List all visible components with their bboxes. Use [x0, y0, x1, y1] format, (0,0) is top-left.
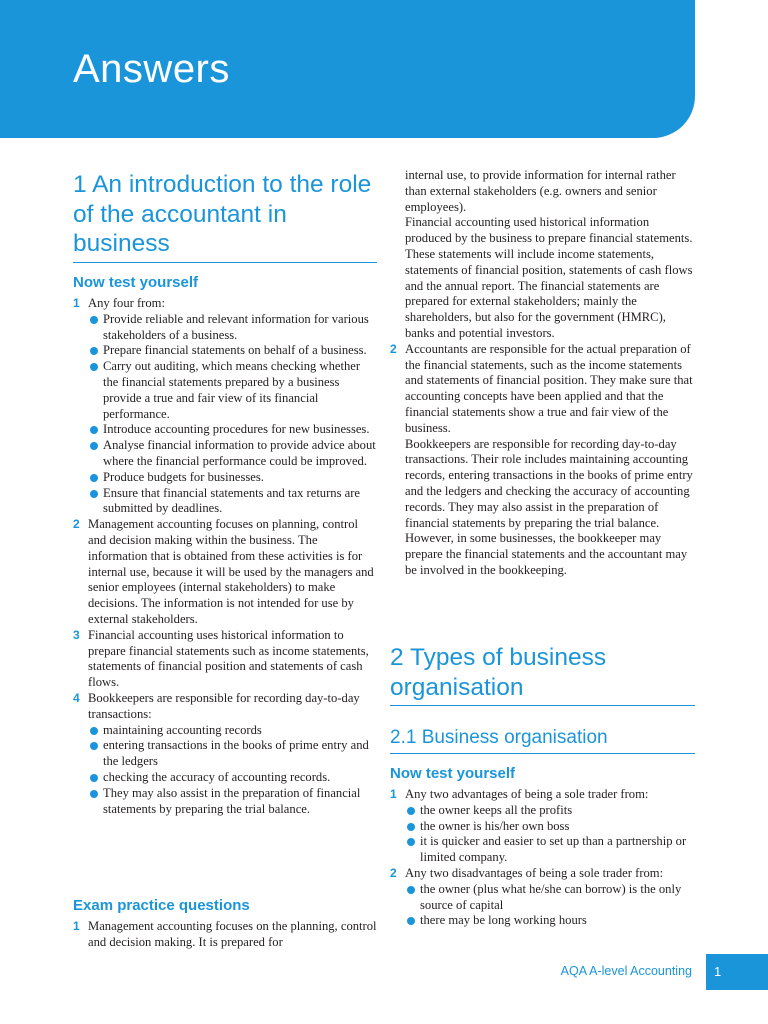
section-2-1-title: 2.1 Business organisation — [390, 726, 695, 754]
bullet-list — [405, 882, 695, 929]
bullet-item: Provide reliable and relevant information for various stakeholders of a business. — [88, 312, 377, 344]
bullet-item: Carry out auditing, which means checking whether the financial statements prepared by a business provide a true and fair view of its financial performance. — [88, 359, 377, 422]
bullet-list — [88, 723, 377, 818]
exam-practice-heading: Exam practice questions — [73, 897, 250, 914]
page-title: Answers — [73, 47, 230, 91]
answer-text: Financial accounting uses historical information to prepare financial statements such as income statements, statements of financial position and statements of cash flows. — [88, 627, 369, 690]
bullet-item: entering transactions in the books of prime entry and the ledgers — [88, 738, 377, 770]
answer-number: 2 — [390, 341, 397, 356]
answer-number: 1 — [390, 787, 397, 801]
exam-answer-1 — [73, 919, 377, 951]
answer-number: 4 — [73, 690, 80, 705]
bullet-item: the owner (plus what he/she can borrow) is the only source of capital — [405, 882, 695, 914]
now-test-yourself-list — [73, 296, 377, 817]
answer-number: 1 — [73, 296, 80, 310]
answer-text: Financial accounting used historical information produced by the business to prepare financial statements. These statements will include income statements, statements of financial position, statements of cash flows and the annual report. The financial statements are prepared for external stakeholders; mainly the shareholders, but also for the government (HMRC), banks and potential investors. — [405, 215, 693, 340]
section-2-title: 2 Types of business organisation — [390, 643, 695, 706]
bullet-item: it is quicker and easier to set up than a partnership or limited company. — [405, 834, 695, 866]
now-test-yourself-heading: Now test yourself — [73, 274, 199, 291]
answer-number: 3 — [73, 627, 80, 642]
answer-number: 2 — [390, 865, 397, 880]
answer-item-2 — [390, 866, 695, 929]
section-1-title: 1 An introduction to the role of the accountant in business — [73, 170, 377, 263]
bullet-list — [405, 803, 695, 866]
bullet-item: Introduce accounting procedures for new businesses. — [88, 422, 377, 438]
bullet-item: maintaining accounting records — [88, 723, 377, 739]
now-test-yourself-list-2 — [390, 787, 695, 929]
answer-item-2 — [73, 517, 377, 628]
bullet-item: Prepare financial statements on behalf of a business. — [88, 343, 377, 359]
footer-book-title: AQA A-level Accounting — [560, 964, 692, 978]
answer-item-1 — [390, 787, 695, 866]
header-banner — [0, 0, 695, 138]
answer-text: Any two advantages of being a sole trader from: — [405, 787, 649, 801]
answer-item-1 — [73, 296, 377, 517]
bullet-item: there may be long working hours — [405, 913, 695, 929]
bullet-item: Produce budgets for businesses. — [88, 470, 377, 486]
answer-text: Accountants are responsible for the actual preparation of the financial statements, such as the income statements and statements of financial position. They make sure that accounting concepts have been applied and that the financial statements show a true and fair view of the business. — [405, 341, 693, 435]
bullet-item: checking the accuracy of accounting records. — [88, 770, 377, 786]
answer-text: Any four from: — [88, 296, 165, 310]
answer-number: 2 — [73, 517, 80, 532]
exam-practice-continued — [390, 168, 695, 579]
bullet-list — [88, 312, 377, 517]
answer-text: Bookkeepers are responsible for recording day-to-day transactions: — [88, 690, 360, 721]
answer-text: Bookkeepers are responsible for recording day-to-day transactions. Their role includes maintaining accounting records, entering transactions in the books of prime entry and the ledgers and checking the accuracy of accounting records. They may also assist in the preparation of financial statements by preparing the trial balance. However, in some businesses, the bookkeeper may prepare the financial statements and the accountant may be involved in the bookkeeping. — [405, 436, 693, 577]
answer-text: Management accounting focuses on planning, control and decision making within the business. The information that is obtained from these activities is for internal use, because it will be used by the managers and senior employees (internal stakeholders) to make decisions. The information is not intended for use by external stakeholders. — [88, 517, 374, 626]
now-test-yourself-heading-2: Now test yourself — [390, 765, 516, 782]
answer-text: internal use, to provide information for internal rather than external stakeholders (e.g. owners and senior employees). — [405, 168, 676, 214]
page-number: 1 — [706, 954, 768, 990]
bullet-item: the owner is his/her own boss — [405, 819, 695, 835]
answer-text: Any two disadvantages of being a sole trader from: — [405, 865, 664, 880]
bullet-item: They may also assist in the preparation of financial statements by preparing the trial balance. — [88, 786, 377, 818]
exam-answer-1-continued — [390, 168, 695, 342]
exam-practice-list — [73, 919, 377, 951]
bullet-item: the owner keeps all the profits — [405, 803, 695, 819]
answer-item-3 — [73, 628, 377, 691]
answer-item-4 — [73, 691, 377, 817]
answer-text: Management accounting focuses on the planning, control and decision making. It is prepared for — [88, 919, 377, 949]
bullet-item: Analyse financial information to provide advice about where the financial performance could be improved. — [88, 438, 377, 470]
bullet-item: Ensure that financial statements and tax returns are submitted by deadlines. — [88, 486, 377, 518]
answer-number: 1 — [73, 919, 80, 933]
exam-answer-2 — [390, 342, 695, 579]
